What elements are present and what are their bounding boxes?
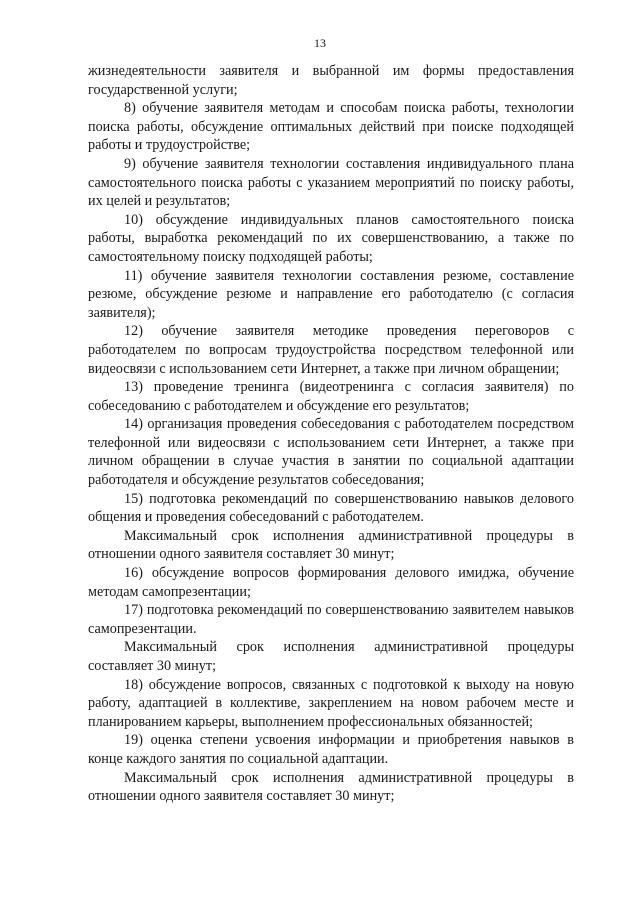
paragraph-item-12: 12) обучение заявителя методике проведения переговоров с работодателем по вопросам трудоустройства посредством телефонной или видеосвязи с использованием сети Интернет, а также при личном обращении; <box>88 323 574 377</box>
paragraph-item-14: 14) организация проведения собеседования с работодателем посредством телефонной или видеосвязи с использованием сети Интернет, а также при личном обращении в случае участия в занятии по социальной адаптации работодателя и обсуждение результатов собеседования; <box>88 416 574 489</box>
paragraph-item-16: 16) обсуждение вопросов формирования делового имиджа, обучение методам самопрезентации; <box>88 565 574 600</box>
paragraph-item-9: 9) обучение заявителя технологии составления индивидуального плана самостоятельного поиска работы с указанием мероприятий по поиску работы, их целей и результатов; <box>88 155 574 210</box>
paragraph-item-11: 11) обучение заявителя технологии составления резюме, составление резюме, обсуждение резюме и направление его работодателю (с согласия заявителя); <box>88 267 574 321</box>
paragraph-max-term: Максимальный срок исполнения административной процедуры составляет 30 минут; <box>88 639 574 674</box>
document-body <box>88 62 574 806</box>
paragraph-item-17: 17) подготовка рекомендаций по совершенствованию заявителем навыков самопрезентации. <box>88 602 574 637</box>
paragraph-max-term: Максимальный срок исполнения административной процедуры в отношении одного заявителя составляет 30 минут; <box>88 769 574 805</box>
paragraph-max-term: Максимальный срок исполнения административной процедуры в отношении одного заявителя составляет 30 минут; <box>88 527 574 563</box>
paragraph-item-10: 10) обсуждение индивидуальных планов самостоятельного поиска работы, выработка рекомендаций по их совершенствованию, а также по самостоятельному поиску подходящей работы; <box>88 211 574 265</box>
paragraph-item-19: 19) оценка степени усвоения информации и приобретения навыков в конце каждого занятия по социальной адаптации. <box>88 732 574 767</box>
paragraph-item-8: 8) обучение заявителя методам и способам поиска работы, технологии поиска работы, обсуждение оптимальных действий при поиске подходящей работы и трудоустройстве; <box>88 100 574 154</box>
paragraph-item-18: 18) обсуждение вопросов, связанных с подготовкой к выходу на новую работу, адаптацией в коллективе, закреплением на новом рабочем месте и планированием карьеры, выполнением профессиональных обязанностей; <box>88 676 574 730</box>
page-number: 13 <box>314 36 326 50</box>
paragraph-continuation: жизнедеятельности заявителя и выбранной им формы предоставления государственной услуги; <box>88 63 574 98</box>
paragraph-item-15: 15) подготовка рекомендаций по совершенствованию навыков делового общения и проведения собеседований с работодателем. <box>88 490 574 526</box>
paragraph-item-13: 13) проведение тренинга (видеотренинга с согласия заявителя) по собеседованию с работодателем и обсуждение его результатов; <box>88 379 574 414</box>
